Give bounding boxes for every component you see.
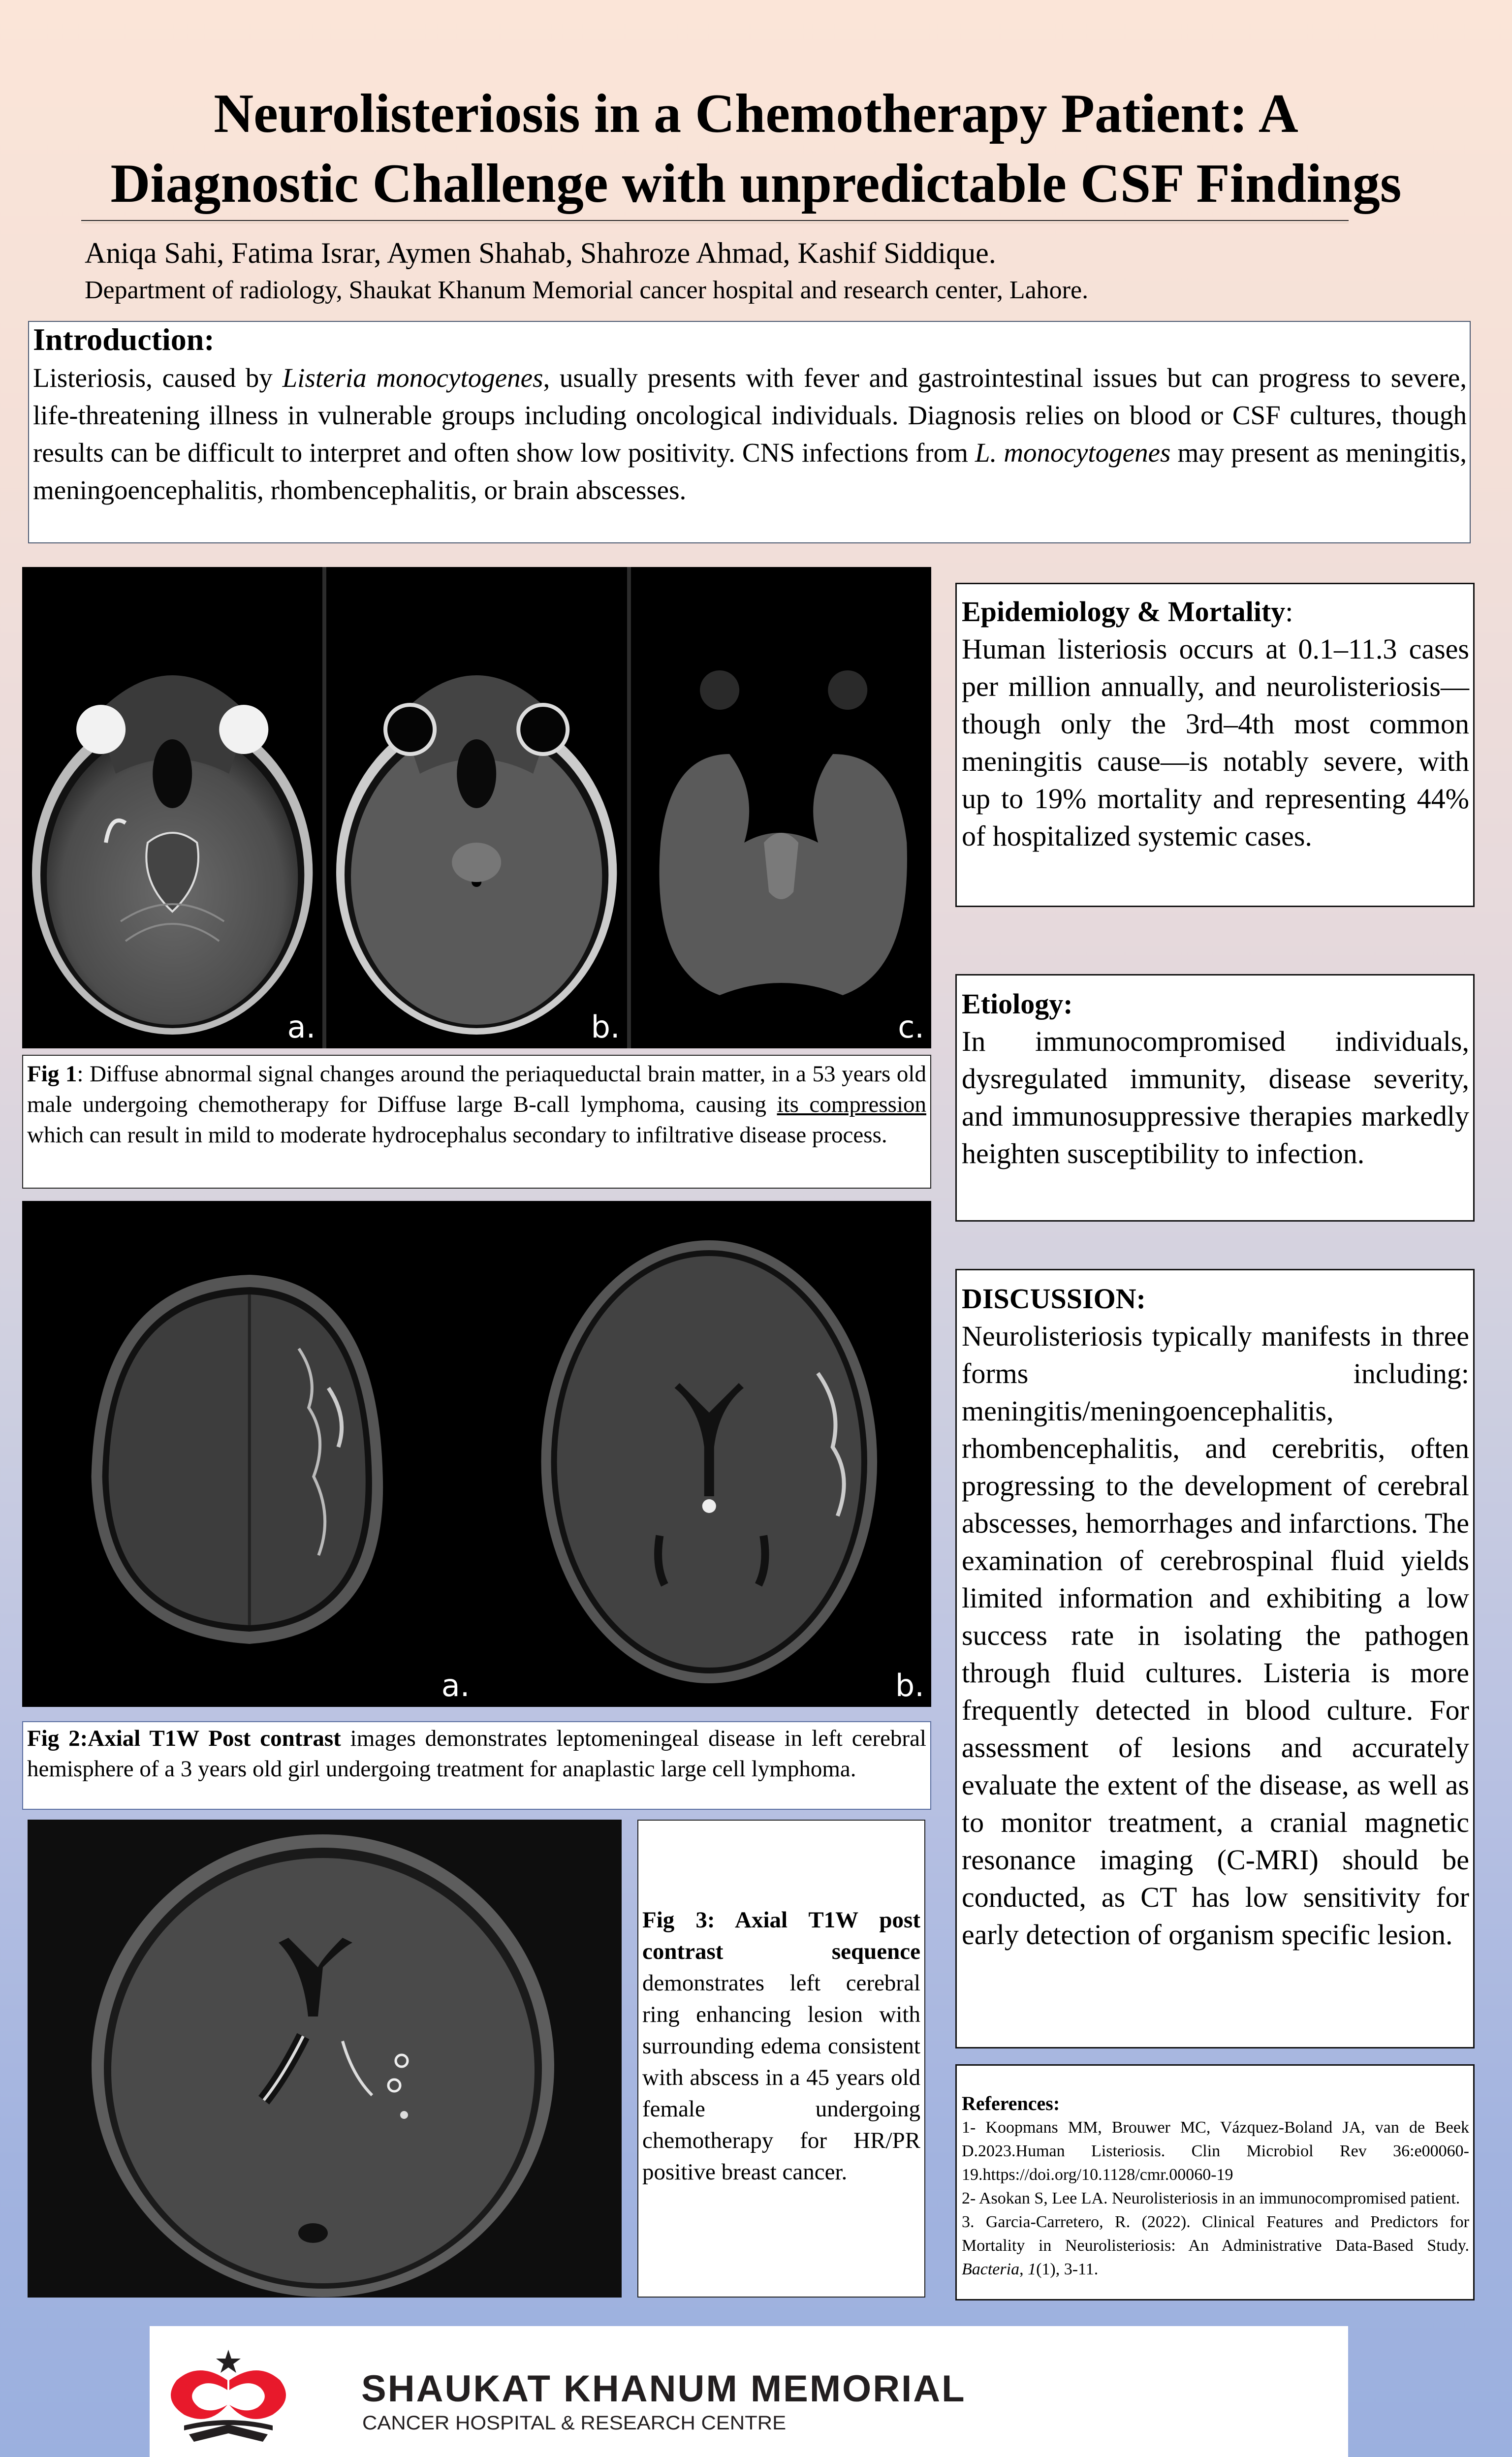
reference-3-text: 3. Garcia-Carretero, R. (2022). Clinical Features and Predictors for Mortality in Neurolisteriosis: An Administrative Data-Based Study. — [962, 2213, 1469, 2255]
introduction-text — [33, 359, 1467, 509]
introduction-text-part: may present as meningitis, meningoencephalitis, rhombencephalitis, or brain abscesses. — [33, 438, 1467, 505]
panel-label-a: a. — [441, 1668, 470, 1703]
authors: Aniqa Sahi, Fatima Israr, Aymen Shahab, Shahroze Ahmad, Kashif Siddique. — [85, 237, 996, 269]
references-section — [955, 2064, 1475, 2300]
reference-item-1: 1- Koopmans MM, Brouwer MC, Vázquez-Boland JA, van de Beek D.2023.Human Listeriosis. Clin Microbiol Rev 36:e00060-19.https://doi.org/10.1128/cmr.00060-19 — [962, 2118, 1469, 2184]
introduction-text-part: , usually presents with fever and gastrointestinal issues but can progress to severe, life-threatening illness in vulnerable groups including oncological individuals. Diagnosis relies on blood or CSF cultures, though results can be difficult to interpret and often show low positivity. CNS infections from — [33, 363, 1467, 468]
discussion-text: Neurolisteriosis typically manifests in three forms including: meningitis/meningoencephalitis, rhombencephalitis, and cerebritis, often progressing to the development of cerebral abscesses, hemorrhages and infarctions. The examination of cerebrospinal fluid yields limited information and exhibiting a low success rate in isolating the pathogen through fluid cultures. Listeria is more frequently detected in blood culture. For assessment of lesions and accurately evaluate the extent of the disease, as well as to monitor treatment, a cranial magnetic resonance imaging (C-MRI) should be conducted, as CT has low sensitivity for early detection of organism specific lesion. — [962, 1320, 1469, 1951]
figure-1-caption-underlined: its compression — [777, 1092, 926, 1117]
figure-3-mri — [28, 1820, 622, 2298]
figure-1-caption — [22, 1055, 931, 1189]
hospital-subtitle: CANCER HOSPITAL & RESEARCH CENTRE — [362, 2412, 787, 2434]
brain-mri-t1-ring-enhancing-lesion — [28, 1820, 622, 2298]
reference-item-2: 2- Asokan S, Lee LA. Neurolisteriosis in an immunocompromised patient. — [962, 2189, 1460, 2207]
panel-label-b: b. — [591, 1009, 620, 1045]
figure-3-caption — [637, 1820, 925, 2298]
panel-label-a: a. — [287, 1009, 316, 1045]
introduction-heading: Introduction: — [33, 322, 215, 357]
etiology-text: In immunocompromised individuals, dysregulated immunity, disease severity, and immunosuppressive therapies markedly heighten susceptibility to infection. — [962, 1025, 1469, 1169]
figure-1-label: Fig 1 — [27, 1061, 77, 1087]
brain-mri-t1-post-contrast-b — [477, 1201, 932, 1707]
figure-1-caption-text: which can result in mild to moderate hydrocephalus secondary to infiltrative disease process. — [27, 1122, 887, 1148]
reference-3-journal: Bacteria — [962, 2260, 1020, 2278]
reference-3-text: (1), 3-11. — [1036, 2260, 1099, 2278]
epidemiology-text: Human listeriosis occurs at 0.1–11.3 cases per million annually, and neurolisteriosis—though only the 3rd–4th most common meningitis cause—is notably severe, with up to 19% mortality and representing 44% of hospitalized systemic cases. — [962, 633, 1469, 852]
etiology-heading: Etiology: — [962, 988, 1073, 1020]
figure-2-label: Fig 2:Axial T1W Post contrast — [27, 1726, 341, 1751]
panel-label-b: b. — [895, 1668, 924, 1703]
brain-mri-t2-image — [22, 567, 322, 1048]
species-name-abbrev: L. monocytogenes — [975, 438, 1171, 468]
reference-3-volume: 1 — [1028, 2260, 1037, 2278]
figure-3-caption-text: demonstrates left cerebral ring enhancing lesion with surrounding edema consistent with abscess in a 45 years old female undergoing chemotherapy for HR/PR positive breast cancer. — [642, 1970, 920, 2185]
hospital-logo-banner — [150, 2326, 1348, 2457]
discussion-section — [955, 1269, 1475, 2048]
discussion-heading: DISCUSSION: — [962, 1283, 1146, 1315]
title-divider-shadow — [81, 222, 1349, 223]
figure-2-caption-text: images demonstrates leptomeningeal disease in left cerebral hemisphere of a 3 years old girl undergoing treatment for anaplastic large cell lymphoma. — [27, 1726, 926, 1782]
title-line-1: Neurolisteriosis in a Chemotherapy Patient: A — [214, 83, 1298, 144]
figure-1-panel-c — [631, 567, 931, 1048]
title-line-2: Diagnostic Challenge with unpredictable CSF Findings — [110, 153, 1402, 214]
brain-mri-t1-post-contrast-a — [22, 1201, 477, 1707]
poster-title — [49, 79, 1463, 219]
references-heading: References: — [962, 2092, 1060, 2114]
reference-3-text: , — [1019, 2260, 1028, 2278]
brain-mri-dwi-image — [631, 567, 931, 1048]
figure-2-mri — [22, 1201, 931, 1707]
figure-1-panel-a — [22, 567, 326, 1048]
epidemiology-heading-colon: : — [1285, 596, 1293, 628]
epidemiology-heading — [962, 593, 1469, 630]
figure-1-caption-text: : Diffuse abnormal signal changes around the periaqueductal brain matter, in a 53 years old male undergoing chemotherapy for Diffuse large B-call lymphoma, causing — [27, 1061, 926, 1117]
etiology-section — [955, 974, 1475, 1222]
introduction-text-part: Listeriosis, caused by — [33, 363, 283, 393]
hospital-name: SHAUKAT KHANUM MEMORIAL — [361, 2368, 966, 2410]
introduction-section — [28, 321, 1471, 543]
figure-2-caption — [22, 1721, 931, 1810]
reference-item-3 — [962, 2210, 1469, 2281]
figure-2-panel-a — [22, 1201, 477, 1707]
figure-1-mri — [22, 567, 931, 1048]
epidemiology-heading-text: Epidemiology & Mortality — [962, 596, 1286, 628]
figure-3-label: Fig 3: Axial T1W post contrast sequence — [642, 1907, 920, 1964]
epidemiology-section — [955, 583, 1475, 907]
figure-1-panel-b — [326, 567, 630, 1048]
affiliation: Department of radiology, Shaukat Khanum Memorial cancer hospital and research center, Lahore. — [85, 276, 1089, 304]
brain-mri-flair-image — [326, 567, 627, 1048]
title-divider — [81, 220, 1349, 221]
shaukat-khanum-logo-icon — [164, 2346, 292, 2444]
species-name: Listeria monocytogenes — [282, 363, 543, 393]
figure-2-panel-b — [477, 1201, 932, 1707]
panel-label-c: c. — [898, 1009, 924, 1045]
